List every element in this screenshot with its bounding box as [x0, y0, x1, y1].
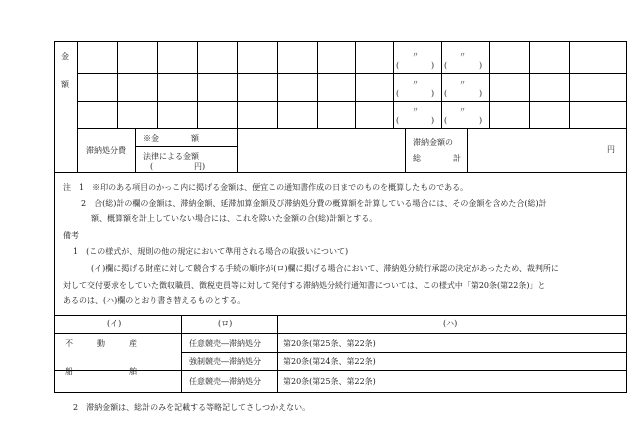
table-row-2-procedure: 強制競売―滞納処分 — [189, 357, 261, 366]
grid-line — [237, 128, 238, 172]
table-line — [54, 370, 627, 371]
note-1: 注 1 ※印のある項目のかっこ内に掲げる金額は、便宜この通知書作成の日までのものを概算したものである。 — [63, 183, 469, 192]
ditto-mark: 〃 — [412, 79, 419, 87]
note-2-line-1: 2 合(総)計の欄の金額は、滞納金額、延滞加算金額及び滞納処分費の概算額を計算している場合には、その金額を含めた合(総)計 — [81, 199, 547, 208]
grid-line — [135, 128, 136, 172]
paren-close: ) — [479, 61, 483, 70]
yen-paren-open: ( — [150, 162, 154, 171]
grid-line — [237, 41, 238, 128]
table-row-3-procedure: 任意競売―滞納処分 — [189, 377, 261, 386]
yen-unit: 円 — [607, 145, 615, 154]
table-row-1-property: 不 動 産 — [65, 339, 137, 348]
grid-line — [467, 128, 468, 172]
grid-line — [489, 41, 490, 128]
table-line — [181, 315, 182, 392]
ditto-mark: 〃 — [412, 106, 419, 114]
remark-2: 2 滞納金額は、総計のみを記載する等略記してさしつかえない。 — [73, 403, 311, 412]
grid-line — [529, 41, 530, 128]
table-line — [277, 315, 278, 392]
table-line — [54, 333, 627, 334]
table-row-1-article: 第20条(第25条、第22条) — [283, 339, 376, 348]
remark-1-line-1: (イ)欄に掲げる財産に対して競合する手続の順序が(ロ)欄に掲げる場合において、滞納処分続行承認の決定があったため、裁判所に — [91, 264, 559, 273]
paren-open: ( — [396, 61, 400, 70]
remark-1-line-3: あるのは、(ハ)欄のとおり書き替えるものとする。 — [63, 296, 246, 305]
paren-close: ) — [431, 116, 435, 125]
grid-line — [393, 41, 394, 128]
amount-label-char-1: 金 — [61, 52, 69, 61]
table-line — [54, 315, 627, 316]
paren-open: ( — [396, 116, 400, 125]
fee-label: 滞納処分費 — [86, 146, 126, 155]
grid-line — [77, 73, 627, 74]
paren-open: ( — [444, 89, 448, 98]
paren-open: ( — [444, 61, 448, 70]
column-header-ro: (ロ) — [218, 319, 233, 328]
table-row-2-article: 第20条(第24条、第22条) — [283, 357, 376, 366]
paren-close: ) — [431, 61, 435, 70]
grid-line — [441, 41, 442, 128]
grid-line — [197, 41, 198, 128]
ditto-mark: 〃 — [459, 51, 466, 59]
estimated-amount-label: ※金 額 — [143, 134, 199, 143]
grid-line — [117, 41, 118, 128]
grid-line — [569, 41, 570, 128]
paren-close: ) — [479, 89, 483, 98]
table-line — [181, 352, 627, 353]
table-row-3-property: 船 舶 — [65, 367, 137, 376]
grid-line — [355, 41, 356, 128]
grid-line — [77, 101, 627, 102]
table-line — [54, 392, 627, 393]
remark-1-heading: 1 (この様式が、規則の他の規定において準用される場合の取扱いについて) — [73, 247, 349, 256]
table-row-1-procedure: 任意競売―滞納処分 — [189, 339, 261, 348]
grid-line — [157, 41, 158, 128]
amount-label-char-2: 額 — [61, 80, 69, 89]
total-label-line-2: 総 計 — [413, 154, 461, 163]
grid-line — [277, 41, 278, 128]
total-label-line-1: 滞納金額の — [413, 138, 453, 147]
column-header-i: (イ) — [107, 319, 122, 328]
paren-close: ) — [431, 89, 435, 98]
column-header-ha: (ハ) — [443, 319, 458, 328]
grid-line — [135, 146, 237, 147]
paren-close: ) — [479, 116, 483, 125]
grid-line — [77, 128, 627, 129]
remark-1-line-2: 対して交付要求をしていた徴収職員、徴税吏員等に対して発付する滞納処分続行通知書については、この様式中「第20条(第22条)」と — [63, 281, 546, 290]
remarks-heading: 備考 — [63, 231, 79, 240]
paren-open: ( — [444, 116, 448, 125]
grid-line — [54, 172, 627, 173]
table-row-3-article: 第20条(第25条、第22条) — [283, 377, 376, 386]
ditto-mark: 〃 — [459, 79, 466, 87]
grid-line — [77, 41, 78, 172]
paren-open: ( — [396, 89, 400, 98]
grid-line — [317, 41, 318, 128]
grid-line — [405, 128, 406, 172]
yen-paren-close: 円) — [194, 162, 206, 171]
ditto-mark: 〃 — [412, 51, 419, 59]
grid-line — [54, 41, 627, 42]
legal-amount-label: 法律による金額 — [143, 152, 199, 161]
ditto-mark: 〃 — [459, 106, 466, 114]
note-2-line-2: 額、概算額を計上していない場合には、これを除いた金額の合(総)計額とする。 — [91, 214, 378, 223]
